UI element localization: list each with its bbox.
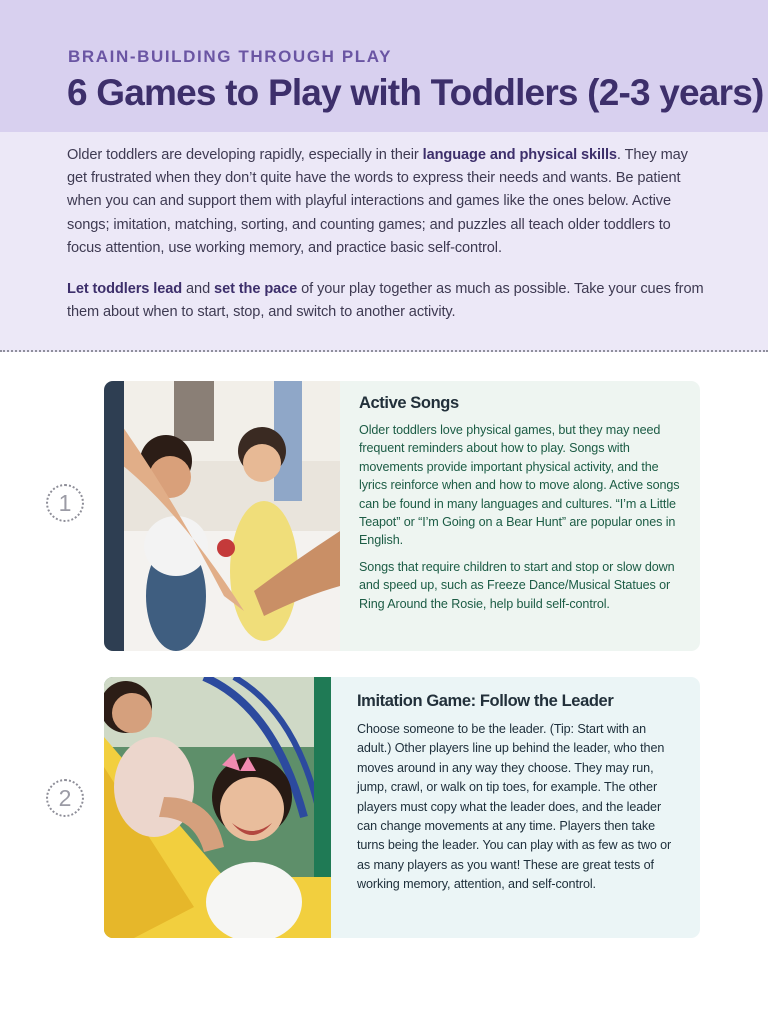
game-title: Active Songs (359, 394, 459, 412)
game-number-badge: 1 (46, 484, 84, 522)
game-title: Imitation Game: Follow the Leader (357, 692, 614, 710)
intro-text: and (182, 281, 215, 297)
intro-text: of your play together as much as possible. Take your cues from them about when to start, stop, and switch to another activity. (67, 281, 704, 321)
intro-section (0, 132, 768, 352)
game-description-1: Choose someone to be the leader. (Tip: Start with an adult.) Other players line up behind the leader, who then moves around in any way they choose. They may run, jump, crawl, or walk on tip toes, for example. The other players must copy what the leader does, and the leader can change movements at any time. Players then take turns being the leader. You can play with as few as two or as many players as you want! These are great tests of working memory, attention, and self-control. (357, 722, 672, 892)
game-description-2: Songs that require children to start and stop or slow down and speed up, such as Freeze Dance/Musical Statues or Ring Around the Rosie, help build self-control. (359, 560, 675, 611)
header-band (0, 0, 768, 132)
game-number-badge: 2 (46, 779, 84, 817)
game-card-active-songs (104, 381, 700, 651)
game-card-follow-the-leader (104, 677, 700, 938)
intro-paragraph-2 (67, 278, 707, 324)
intro-text: . They may get frustrated when they don’t quite have the words to express their needs and wants. Be patient when you can and support them with playful interactions and games like the ones below. Active songs; imitation, matching, sorting, and counting games; and puzzles all teach older toddlers to focus attention, use working memory, and practice basic self-control. (67, 147, 688, 256)
page-title: 6 Games to Play with Toddlers (2-3 years) (67, 72, 764, 113)
dotted-divider (0, 350, 768, 352)
intro-text: Older toddlers are developing rapidly, especially in their (67, 147, 423, 163)
game-description-1: Older toddlers love physical games, but they may need frequent reminders about how to play. Songs with movements provide important physical activity, and the lyrics reinforce when and how to move along. Active songs can be found in many languages and cultures. “I’m a Little Teapot” or “I’m Going on a Bear Hunt” are popular ones in English. (359, 423, 680, 548)
photo-children-circle (104, 381, 340, 651)
section-eyebrow: BRAIN-BUILDING THROUGH PLAY (68, 47, 393, 66)
intro-emphasis: language and physical skills (422, 147, 617, 163)
intro-paragraph-1 (67, 144, 707, 260)
photo-children-slide (104, 677, 331, 938)
intro-emphasis: Let toddlers lead (67, 281, 183, 297)
children-slide-photo-icon (104, 677, 331, 938)
intro-emphasis: set the pace (214, 281, 298, 297)
children-circle-photo-icon (104, 381, 340, 651)
